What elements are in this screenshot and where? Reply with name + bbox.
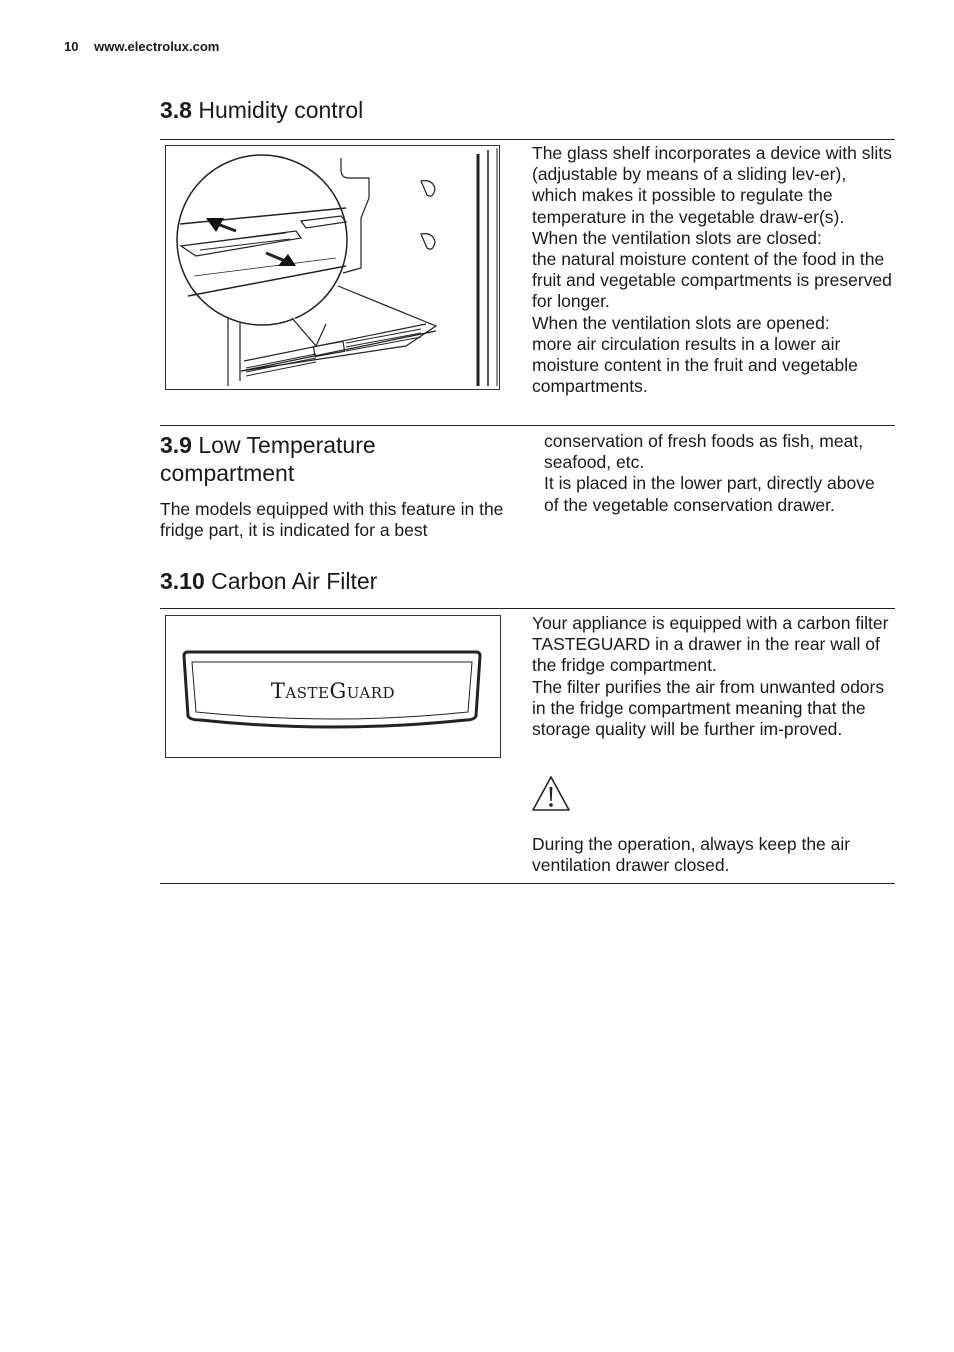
- paragraph: The filter purifies the air from unwanted odors in the fridge compartment meaning that the storage quality will be further im-proved.: [532, 676, 885, 740]
- section-38-heading: [160, 96, 363, 124]
- paragraph: During the operation, always keep the air ventilation drawer closed.: [532, 834, 851, 876]
- section-title: Carbon Air Filter: [211, 568, 378, 594]
- section-number: 3.10: [160, 568, 205, 594]
- section-number: 3.8: [160, 97, 192, 123]
- section-310-text: [532, 613, 892, 740]
- divider: [160, 139, 895, 140]
- paragraph: the natural moisture content of the food in the fruit and vegetable compartments is preserved for longer.: [532, 249, 892, 312]
- section-39-right-text: [544, 431, 894, 516]
- section-title-line2: compartment: [160, 460, 295, 486]
- section-310-heading: [160, 567, 377, 595]
- page-number: 10: [64, 39, 79, 54]
- section-38-text: [532, 143, 892, 397]
- warning-triangle-icon: [531, 775, 571, 813]
- section-title-line1: Low Temperature: [198, 432, 376, 458]
- paragraph: When the ventilation slots are opened:: [532, 312, 830, 333]
- paragraph: The glass shelf incorporates a device with slits (adjustable by means of a sliding lev-er), which makes it possible to regulate the temperature in the vegetable draw-er(s).: [532, 143, 892, 227]
- shelf-slider-drawing: [166, 146, 499, 389]
- humidity-control-illustration: [165, 145, 500, 390]
- warning-text: [532, 834, 892, 876]
- paragraph: It is placed in the lower part, directly above of the vegetable conservation drawer.: [544, 473, 875, 515]
- divider: [160, 425, 895, 426]
- divider: [160, 608, 895, 609]
- page-header: [64, 39, 219, 54]
- paragraph: The models equipped with this feature in the fridge part, it is indicated for a best: [160, 499, 504, 541]
- section-39-left-text: [160, 499, 505, 541]
- section-number: 3.9: [160, 432, 192, 458]
- paragraph: When the ventilation slots are closed:: [532, 227, 822, 248]
- website-link[interactable]: www.electrolux.com: [94, 39, 220, 54]
- section-39-heading: [160, 431, 500, 487]
- section-title: Humidity control: [198, 97, 364, 123]
- tasteguard-illustration: [165, 615, 501, 758]
- paragraph: conservation of fresh foods as fish, meat, seafood, etc.: [544, 431, 864, 473]
- paragraph: Your appliance is equipped with a carbon filter TASTEGUARD in a drawer in the rear wall of the fridge compartment.: [532, 613, 889, 676]
- paragraph: more air circulation results in a lower air moisture content in the fruit and vegetable compartments.: [532, 333, 858, 397]
- tasteguard-label: TasteGuard: [270, 679, 396, 703]
- divider: [160, 883, 895, 884]
